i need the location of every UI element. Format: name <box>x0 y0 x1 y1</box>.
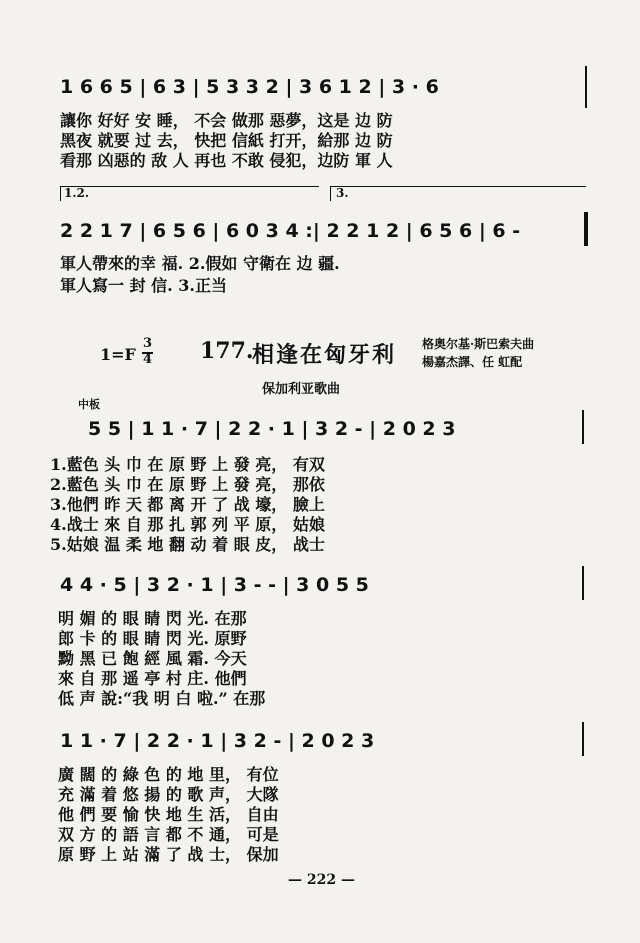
lyric-line: 讓你 好好 安 睡， 不会 做那 惡夢，这是 边 防 <box>60 111 393 130</box>
tempo-marking: 中板 <box>78 398 100 411</box>
lyric-line: 低 声 說:“我 明 白 啦.” 在那 <box>58 689 266 708</box>
lyric-line: 他 們 要 愉 快 地 生 活， 自由 <box>58 805 279 824</box>
lyric-line: 軍人帶來的幸 福. 2.假如 守衛在 边 疆. <box>60 254 340 273</box>
lyric-line: 2.藍色 头 巾 在 原 野 上 發 亮， 那依 <box>50 475 325 494</box>
lyric-line: 看那 凶惡的 敌 人 再也 不敢 侵犯，边防 軍 人 <box>60 151 393 170</box>
volta-2-label: 3. <box>336 186 349 200</box>
composer-credit: 格奥尔基·斯巴索夫曲 <box>422 337 535 351</box>
staff-notes-d: 4 4 · 5 | 3 2 · 1 | 3 - - | 3 0 5 5 <box>60 574 369 596</box>
staff-notes-e: 1 1 · 7 | 2 2 · 1 | 3 2 - | 2 0 2 3 <box>60 730 375 752</box>
volta-bracket-2 <box>330 186 586 201</box>
lyric-line: 4.战士 來 自 那 扎 郭 列 平 原， 姑娘 <box>50 515 325 534</box>
song-subtitle: 保加利亚歌曲 <box>262 382 341 397</box>
barline <box>582 722 584 756</box>
lyric-line: 黝 黑 已 飽 經 風 霜. 今天 <box>58 649 247 668</box>
volta-bracket-1 <box>60 186 319 201</box>
final-barline <box>584 212 588 246</box>
lyric-line: 原 野 上 站 滿 了 战 士， 保加 <box>58 845 279 864</box>
lyric-line: 黑夜 就要 过 去， 快把 信紙 打开，給那 边 防 <box>60 131 393 150</box>
time-signature-bottom: 4 <box>143 352 153 367</box>
lyric-line: 1.藍色 头 巾 在 原 野 上 發 亮， 有双 <box>50 455 325 474</box>
time-signature-top: 3 <box>143 336 153 351</box>
lyric-line: 來 自 那 遥 亭 村 庄. 他們 <box>58 669 247 688</box>
song-number: 177. <box>200 338 254 364</box>
staff-notes-c: 5 5 | 1 1 · 7 | 2 2 · 1 | 3 2 - | 2 0 2 3 <box>88 418 456 440</box>
staff-notes-a: 1 6 6 5 | 6 3 | 5 3 3 2 | 3 6 1 2 | 3 · 6 <box>60 76 439 98</box>
barline <box>585 66 587 108</box>
staff-notes-b: 2 2 1 7 | 6 5 6 | 6 0 3 4 :| 2 2 1 2 | 6 5 6 | 6 - <box>60 220 521 242</box>
lyric-line: 5.姑娘 温 柔 地 翻 动 着 眼 皮， 战士 <box>50 535 325 554</box>
lyric-line: 郎 卡 的 眼 睛 閃 光. 原野 <box>58 629 247 648</box>
lyric-line: 3.他們 昨 天 都 离 开 了 战 壕， 臉上 <box>50 495 325 514</box>
barline <box>582 410 584 444</box>
lyric-line: 明 媚 的 眼 睛 閃 光. 在那 <box>58 609 247 628</box>
lyric-line: 充 滿 着 悠 揚 的 歌 声， 大隊 <box>58 785 279 804</box>
volta-1-label: 1.2. <box>64 186 90 200</box>
lyric-line: 軍人寫一 封 信. 3.正当 <box>60 276 227 295</box>
lyric-line: 双 方 的 語 言 都 不 通， 可是 <box>58 825 279 844</box>
barline <box>582 566 584 600</box>
key-signature: 1=F <box>100 345 136 364</box>
lyric-line: 廣 闊 的 綠 色 的 地 里， 有位 <box>58 765 279 784</box>
translator-credit: 楊嘉杰譯、任 虹配 <box>422 355 523 369</box>
page-number: — 222 — <box>288 872 355 888</box>
song-title: 相逢在匈牙利 <box>252 342 397 368</box>
